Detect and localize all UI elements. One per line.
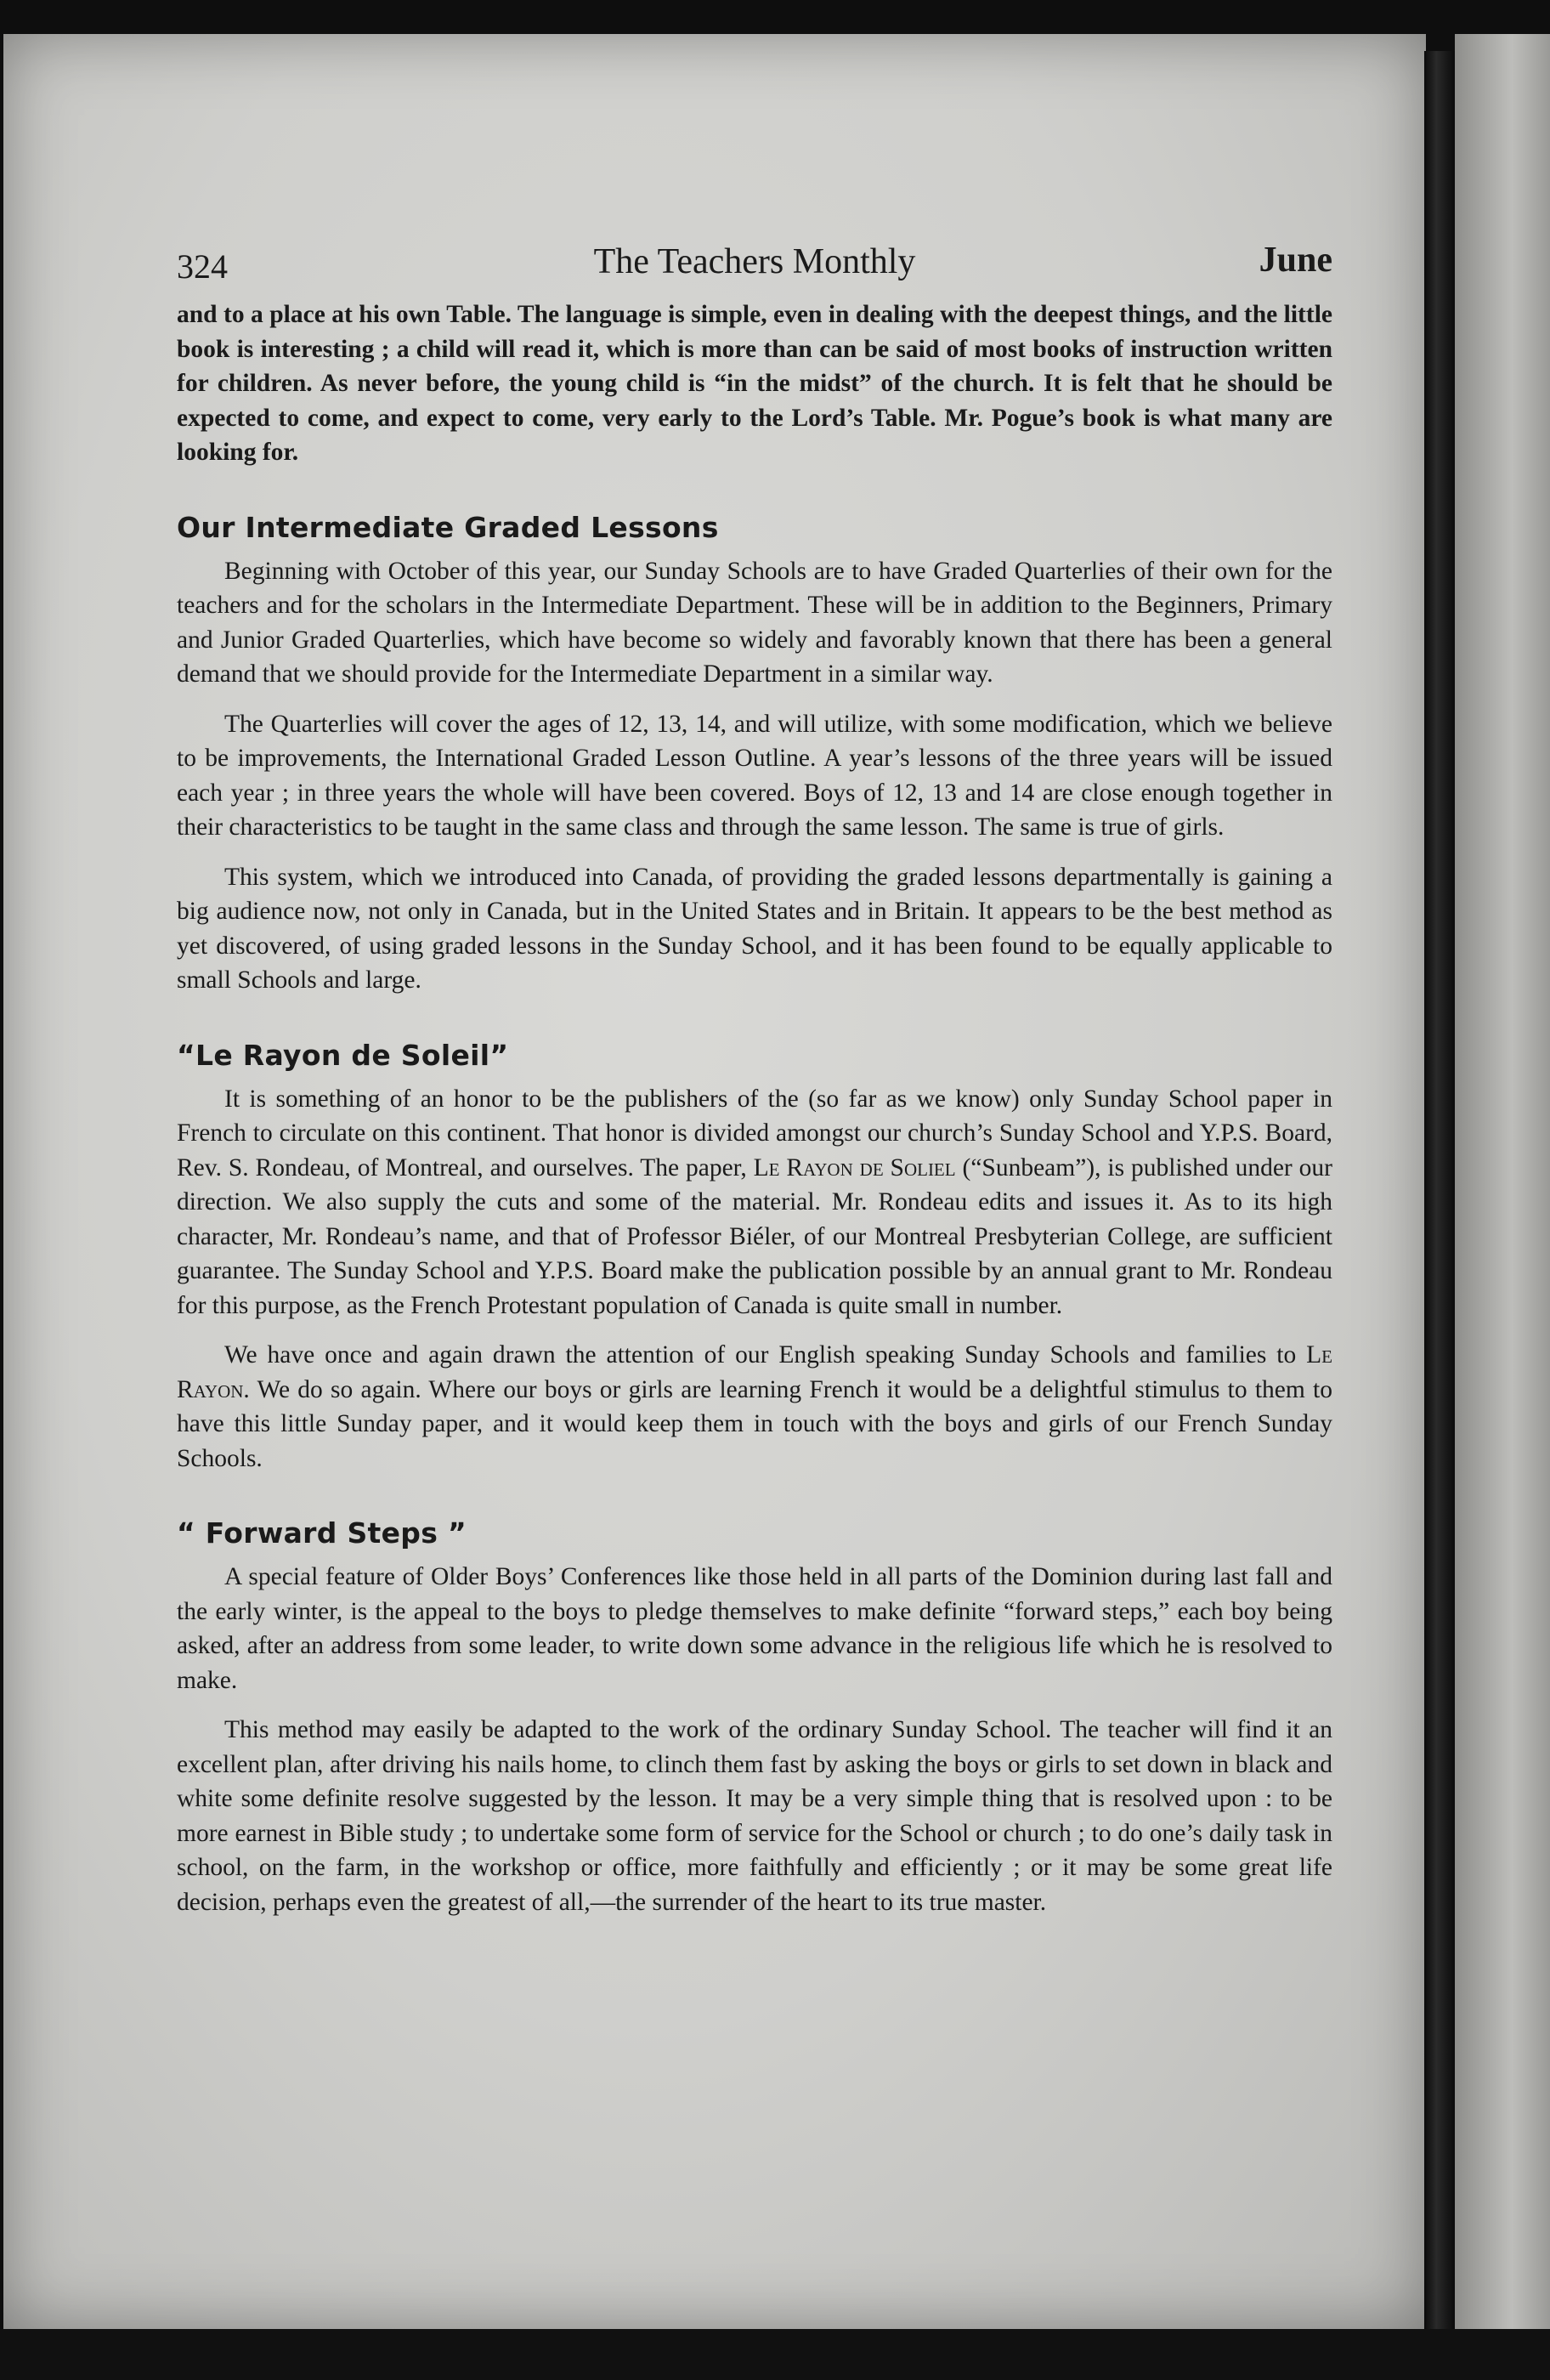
text-run: . We do so again. Where our boys or girls are learning French it would be a delightful stimulus to them to have this little Sunday paper, and it would keep them in touch with the boys and girls of our French Sunday Schools. bbox=[177, 1375, 1332, 1472]
paper-title-smallcaps: Le Rayon bbox=[177, 1341, 1332, 1403]
paragraph bbox=[177, 1338, 1332, 1476]
facing-page-edge bbox=[1455, 34, 1550, 2329]
intro-paragraph: and to a place at his own Table. The language is simple, even in dealing with the deepest things, and the little book is interesting ; a child will read it, which is more than can be said of most books of instruction written for children. As never before, the young child is “in the midst” of the church. It is felt that he should be expected to come, and expect to come, very early to the Lord’s Table. Mr. Pogue’s book is what many are looking for. bbox=[177, 301, 1332, 466]
text-run: (“Sunbeam”), is published under our direction. We also supply the cuts and some of the material. Mr. Rondeau edits and issues it. As to its high character, Mr. Rondeau’s name, and that of Professor Biéler, of our Montreal Presbyterian College, are sufficient guarantee. The Sunday School and Y.P.S. Board make the publication possible by an annual grant to Mr. Rondeau for this purpose, as the French Protestant population of Canada is quite small in number. bbox=[177, 1153, 1332, 1319]
paragraph: Beginning with October of this year, our Sunday Schools are to have Graded Quarterlies of their own for the teachers and for the scholars in the Intermediate Department. These will be in addition to the Beginners, Primary and Junior Graded Quarterlies, which have become so widely and favorably known that there has been a general demand that we should provide for the Intermediate Department in a similar way. bbox=[177, 557, 1332, 688]
text-run: We have once and again drawn the attention of our English speaking Sunday Schools and families to bbox=[224, 1341, 1307, 1368]
journal-title: The Teachers Monthly bbox=[593, 242, 916, 281]
paragraph: A special feature of Older Boys’ Conferences like those held in all parts of the Dominion during last fall and the early winter, is the appeal to the boys to pledge themselves to make definite “forward steps,” each boy being asked, after an address from some leader, to write down some advance in the religious life which he is resolved to make. bbox=[177, 1563, 1332, 1694]
section-heading: Our Intermediate Graded Lessons bbox=[177, 510, 719, 544]
section-le-rayon-de-soleil bbox=[177, 1039, 1332, 1476]
book-spine bbox=[1424, 51, 1455, 2346]
scan-bottom-edge bbox=[0, 2329, 1550, 2380]
section-heading: “Le Rayon de Soleil” bbox=[177, 1038, 509, 1072]
paper-title-smallcaps: Le Rayon de Soliel bbox=[753, 1153, 956, 1182]
issue-month: June bbox=[1259, 241, 1332, 280]
page-number: 324 bbox=[177, 247, 228, 286]
text-run: It is something of an honor to be the publishers of the (so far as we know) only Sunday School paper in French to circulate on this continent. That honor is divided amongst our church’s Sunday School and Y.P.S. Board, Rev. S. Rondeau, of Montreal, and ourselves. The paper, bbox=[177, 1085, 1332, 1182]
section-forward-steps bbox=[177, 1516, 1332, 1919]
section-heading: “ Forward Steps ” bbox=[177, 1516, 467, 1550]
paragraph: This system, which we introduced into Canada, of providing the graded lessons departmentally is gaining a big audience now, not only in Canada, but in the United States and in Britain. It appears to be the best method as yet discovered, of using graded lessons in the Sunday School, and it has been found to be equally applicable to small Schools and large. bbox=[177, 863, 1332, 994]
paragraph: This method may easily be adapted to the work of the ordinary Sunday School. The teacher will find it an excellent plan, after driving his nails home, to clinch them fast by asking the boys or girls to set down in black and white some definite resolve suggested by the lesson. It may be a very simple thing that is resolved upon : to be more earnest in Bible study ; to undertake some form of service for the School or church ; to do one’s daily task in school, on the farm, in the workshop or office, more faithfully and efficiently ; or it may be some great life decision, perhaps even the greatest of all,—the surrender of the heart to its true master. bbox=[177, 1716, 1332, 1916]
paragraph bbox=[177, 1082, 1332, 1323]
section-intermediate-graded-lessons bbox=[177, 511, 1332, 998]
page-content bbox=[177, 230, 1332, 1919]
paragraph: The Quarterlies will cover the ages of 12, 13, 14, and will utilize, with some modification, which we believe to be improvements, the International Graded Lesson Outline. A year’s lessons of the three years will be issued each year ; in three years the whole will have been covered. Boys of 12, 13 and 14 are close enough together in their characteristics to be taught in the same class and through the same lesson. The same is true of girls. bbox=[177, 710, 1332, 841]
running-head bbox=[177, 230, 1332, 289]
